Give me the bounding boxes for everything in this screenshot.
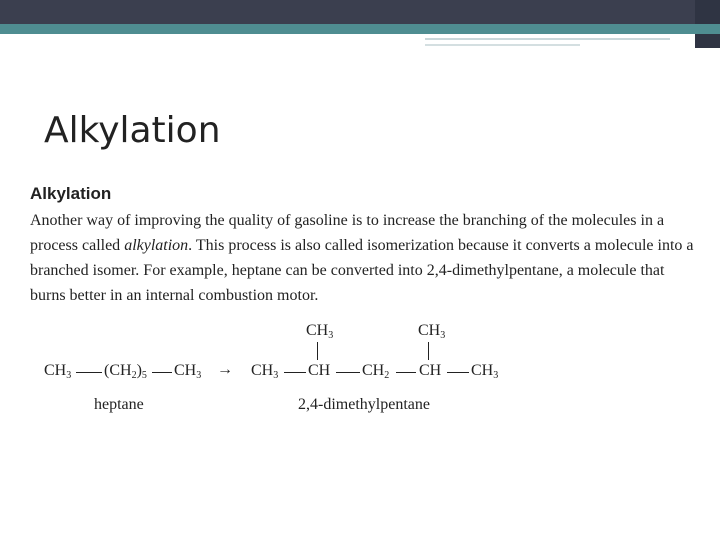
product-label: 2,4-dimethylpentane [298, 396, 430, 413]
product-branch-ch3-1: $CH_3$ [306, 322, 334, 341]
bond [396, 372, 416, 373]
bond [152, 372, 172, 373]
reactant-ch2-group: $(CH_2)_5$ [104, 362, 147, 381]
paragraph-emphasis: alkylation [124, 237, 189, 254]
bond [76, 372, 102, 373]
paragraph-text-2: . This process is also called isomerization because it converts a molecule into a branched isomer. For example, heptane can be converted into 2,4-dimethylpentane, a molecule that burns better in an internal combustion motor. [30, 237, 694, 304]
product-ch2: $CH_2$ [362, 362, 390, 381]
product-ch3-left: $CH_3$ [251, 362, 279, 381]
product-ch3-right: $CH_3$ [471, 362, 499, 381]
product-ch-1: CH [308, 362, 331, 379]
header-bar [0, 0, 720, 24]
decorative-rule-long [425, 38, 670, 40]
excerpt-paragraph [30, 208, 700, 308]
bond-vertical [317, 342, 318, 360]
excerpt-heading: Alkylation [30, 184, 112, 203]
reactant-label: heptane [94, 396, 144, 413]
paragraph-text-1: Another way of improving the quality of gasoline is to increase the branching of the molecules in a process called [30, 212, 665, 254]
bond [336, 372, 360, 373]
reactant-ch3-right: $CH_3$ [174, 362, 202, 381]
reaction-arrow: → [217, 361, 233, 378]
reactant-ch3-left: $CH_3$ [44, 362, 72, 381]
bond [447, 372, 469, 373]
product-branch-ch3-2: $CH_3$ [418, 322, 446, 341]
slide-title: Alkylation [44, 110, 221, 151]
bond-vertical [428, 342, 429, 360]
product-ch-2: CH [419, 362, 442, 379]
decorative-rule-short [425, 44, 580, 46]
bond [284, 372, 306, 373]
accent-stripe [0, 24, 720, 34]
